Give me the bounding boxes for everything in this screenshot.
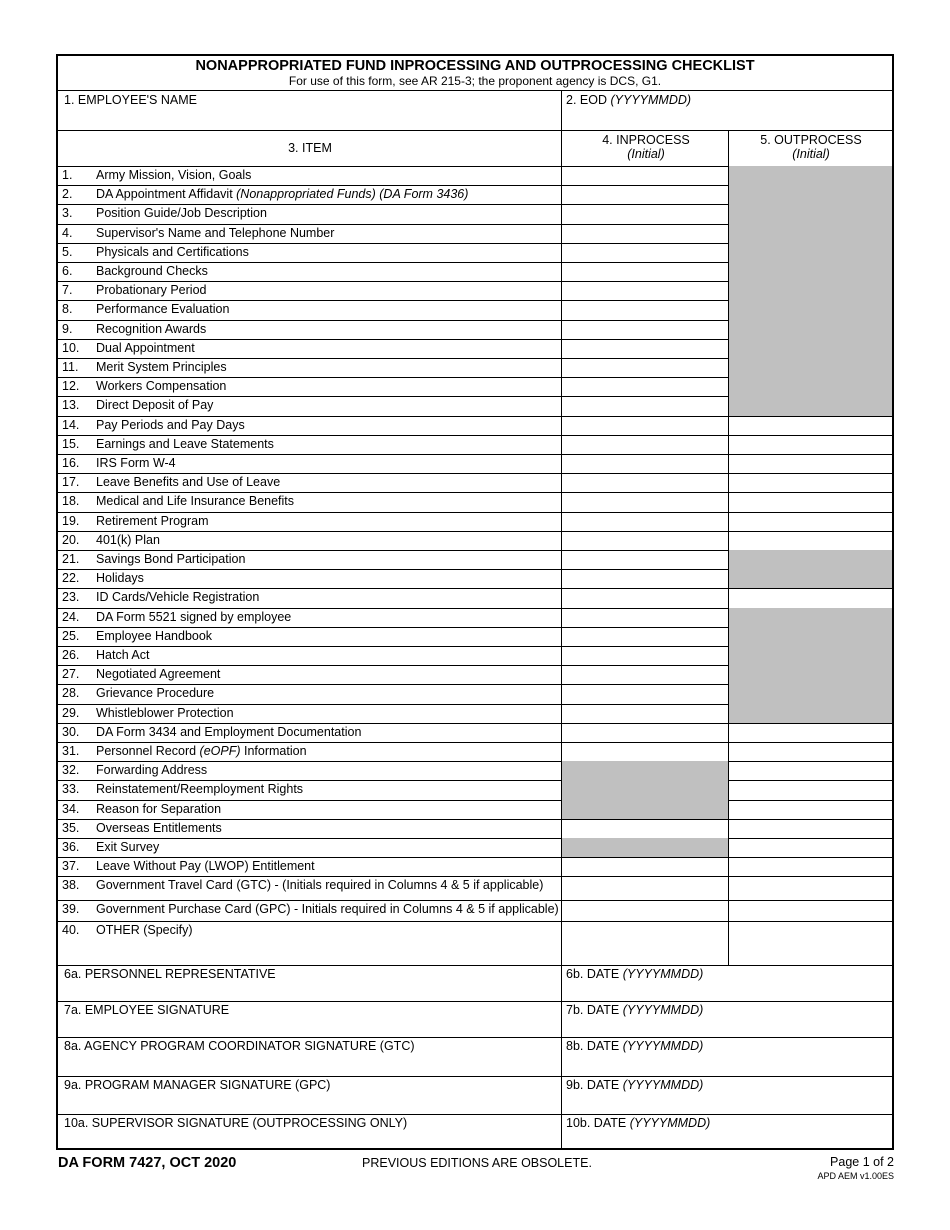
checklist-row [58, 166, 892, 185]
item-number: 13. [62, 398, 80, 413]
item-label: DA Form 3434 and Employment Documentation [96, 724, 362, 739]
inprocess-initial-cell[interactable] [562, 435, 728, 454]
item-label: Reinstatement/Reemployment Rights [96, 782, 304, 797]
checklist-row [58, 185, 892, 204]
item-number: 25. [62, 628, 80, 643]
date-label: 6b. DATE (YYYYMMDD) [566, 967, 704, 981]
inprocess-initial-cell[interactable] [562, 512, 728, 531]
inprocess-initial-cell[interactable] [562, 608, 728, 627]
checklist-row [58, 377, 892, 396]
item-label: Merit System Principles [96, 360, 227, 374]
item-header: 3. ITEM [288, 141, 332, 155]
employee-name-field[interactable] [62, 108, 558, 128]
version-label: APD AEM v1.00ES [817, 1171, 894, 1181]
item-label: Personnel Record (eOPF) Information [96, 744, 307, 758]
checklist-row [58, 742, 892, 761]
checklist-row [58, 569, 892, 588]
page-number: Page 1 of 2 [830, 1155, 894, 1169]
outprocess-initial-cell[interactable] [729, 857, 892, 876]
signature-label: 9a. PROGRAM MANAGER SIGNATURE (GPC) [64, 1078, 331, 1092]
inprocess-initial-cell[interactable] [562, 550, 728, 569]
inprocess-initial-cell[interactable] [562, 876, 728, 900]
outprocess-shaded-cell [729, 300, 892, 319]
checklist-row [58, 646, 892, 665]
outprocess-subheader: (Initial) [792, 147, 830, 161]
item-number: 22. [62, 571, 80, 586]
eod-format: (YYYYMMDD) [610, 93, 692, 107]
item-label: Savings Bond Participation [96, 552, 246, 566]
item-number: 38. [62, 878, 80, 893]
inprocess-initial-cell[interactable] [562, 166, 728, 185]
item-number: 1. [62, 168, 73, 182]
outprocess-shaded-cell [729, 627, 892, 646]
signature-field[interactable] [62, 1054, 558, 1075]
inprocess-initial-cell[interactable] [562, 819, 728, 838]
item-number: 2. [62, 187, 73, 202]
date-field[interactable] [564, 1054, 890, 1075]
outprocess-initial-cell[interactable] [729, 780, 892, 799]
date-field[interactable] [564, 1093, 890, 1113]
outprocess-shaded-cell [729, 204, 892, 223]
outprocess-initial-cell[interactable] [729, 921, 892, 965]
item-label: IRS Form W-4 [96, 456, 176, 470]
checklist-row [58, 876, 892, 900]
inprocess-initial-cell[interactable] [562, 900, 728, 921]
outprocess-shaded-cell [729, 608, 892, 627]
checklist-row [58, 396, 892, 415]
eod-field[interactable] [564, 108, 890, 128]
item-number: 24. [62, 609, 80, 624]
editions-note: PREVIOUS EDITIONS ARE OBSOLETE. [362, 1156, 592, 1170]
item-label: Physicals and Certifications [96, 244, 249, 259]
item-number: 3. [62, 206, 73, 221]
outprocess-initial-cell[interactable] [729, 900, 892, 921]
item-label: Earnings and Leave Statements [96, 436, 274, 451]
outprocess-initial-cell[interactable] [729, 416, 892, 435]
checklist-row [58, 780, 892, 799]
item-number: 8. [62, 302, 73, 317]
outprocess-initial-cell[interactable] [729, 819, 892, 838]
outprocess-shaded-cell [729, 550, 892, 569]
item-label: Government Purchase Card (GPC) - Initials required in Columns 4 & 5 if applicable) [96, 902, 559, 917]
checklist-row [58, 224, 892, 243]
item-number: 17. [62, 475, 80, 490]
item-label: Reason for Separation [96, 801, 222, 816]
inprocess-initial-cell[interactable] [562, 857, 728, 876]
inprocess-shaded-cell [562, 780, 728, 799]
checklist-row [58, 204, 892, 223]
item-number: 20. [62, 532, 80, 547]
inprocess-initial-cell[interactable] [562, 454, 728, 473]
item-number: 35. [62, 820, 80, 835]
item-number: 28. [62, 686, 80, 701]
item-label: Dual Appointment [96, 340, 195, 355]
inprocess-initial-cell[interactable] [562, 377, 728, 396]
item-number: 23. [62, 590, 80, 605]
inprocess-shaded-cell [562, 800, 728, 819]
date-label: 9b. DATE (YYYYMMDD) [566, 1078, 704, 1092]
item-label: Hatch Act [96, 648, 150, 662]
outprocess-header: 5. OUTPROCESS (Initial) [760, 133, 862, 161]
item-number: 36. [62, 840, 80, 854]
item-label: Probationary Period [96, 283, 207, 298]
outprocess-initial-cell[interactable] [729, 800, 892, 819]
form-title: NONAPPROPRIATED FUND INPROCESSING AND OUTPROCESSING CHECKLIST [195, 58, 755, 74]
item-number: 29. [62, 705, 80, 720]
outprocess-shaded-cell [729, 377, 892, 396]
checklist-row [58, 921, 892, 965]
item-number: 16. [62, 456, 80, 470]
outprocess-shaded-cell [729, 243, 892, 262]
outprocess-shaded-cell [729, 185, 892, 204]
inprocess-initial-cell[interactable] [562, 243, 728, 262]
outprocess-initial-cell[interactable] [729, 838, 892, 857]
outprocess-shaded-cell [729, 339, 892, 358]
inprocess-initial-cell[interactable] [562, 281, 728, 300]
outprocess-initial-cell[interactable] [729, 492, 892, 511]
signature-label: 10a. SUPERVISOR SIGNATURE (OUTPROCESSING ONLY) [64, 1116, 408, 1130]
inprocess-initial-cell[interactable] [562, 204, 728, 223]
checklist-row [58, 339, 892, 358]
checklist-row [58, 320, 892, 339]
inprocess-initial-cell[interactable] [562, 665, 728, 684]
item-label: Leave Without Pay (LWOP) Entitlement [96, 859, 315, 874]
signature-label: 6a. PERSONNEL REPRESENTATIVE [64, 967, 276, 981]
outprocess-shaded-cell [729, 684, 892, 703]
outprocess-shaded-cell [729, 262, 892, 281]
checklist-row [58, 838, 892, 857]
inprocess-subheader: (Initial) [627, 147, 665, 161]
item-number: 21. [62, 552, 80, 566]
form-subtitle: For use of this form, see AR 215-3; the proponent agency is DCS, G1. [288, 74, 662, 88]
item-label: Pay Periods and Pay Days [96, 417, 245, 432]
checklist-row [58, 300, 892, 319]
item-number: 19. [62, 513, 80, 528]
form-id: DA FORM 7427, OCT 2020 [58, 1155, 237, 1171]
item-number: 33. [62, 782, 80, 797]
item-label: Army Mission, Vision, Goals [96, 168, 252, 182]
inprocess-initial-cell[interactable] [562, 300, 728, 319]
employee-name-label: 1. EMPLOYEE'S NAME [64, 93, 197, 107]
checklist-row [58, 512, 892, 531]
item-number: 34. [62, 801, 80, 816]
item-label: DA Form 5521 signed by employee [96, 609, 292, 624]
form-frame [56, 54, 894, 1150]
checklist-row [58, 531, 892, 550]
item-label: Direct Deposit of Pay [96, 398, 214, 413]
item-number: 14. [62, 417, 80, 432]
date-field[interactable] [564, 1131, 890, 1149]
item-number: 12. [62, 379, 80, 394]
signature-field[interactable] [62, 1018, 558, 1036]
checklist-row [58, 857, 892, 876]
inprocess-initial-cell[interactable] [562, 492, 728, 511]
item-label: Holidays [96, 571, 144, 586]
checklist-row [58, 665, 892, 684]
inprocess-initial-cell[interactable] [562, 358, 728, 377]
item-number: 32. [62, 763, 80, 778]
date-field[interactable] [564, 1018, 890, 1036]
inprocess-initial-cell[interactable] [562, 569, 728, 588]
signature-field[interactable] [62, 1093, 558, 1113]
outprocess-shaded-cell [729, 704, 892, 723]
checklist-row [58, 454, 892, 473]
item-label: Whistleblower Protection [96, 705, 234, 720]
date-field[interactable] [564, 982, 890, 1000]
inprocess-initial-cell[interactable] [562, 396, 728, 415]
outprocess-initial-cell[interactable] [729, 531, 892, 550]
outprocess-shaded-cell [729, 281, 892, 300]
outprocess-initial-cell[interactable] [729, 742, 892, 761]
inprocess-initial-cell[interactable] [562, 320, 728, 339]
signature-field[interactable] [62, 982, 558, 1000]
checklist-row [58, 704, 892, 723]
checklist-row [58, 800, 892, 819]
item-number: 27. [62, 667, 80, 682]
outprocess-shaded-cell [729, 320, 892, 339]
item-number: 7. [62, 283, 73, 298]
checklist-row [58, 588, 892, 607]
checklist-row [58, 473, 892, 492]
date-label: 7b. DATE (YYYYMMDD) [566, 1003, 704, 1017]
outprocess-shaded-cell [729, 358, 892, 377]
outprocess-shaded-cell [729, 224, 892, 243]
outprocess-initial-cell[interactable] [729, 723, 892, 742]
item-number: 39. [62, 902, 80, 917]
item-label: Background Checks [96, 264, 208, 278]
inprocess-initial-cell[interactable] [562, 224, 728, 243]
outprocess-shaded-cell [729, 646, 892, 665]
item-number: 11. [62, 360, 79, 374]
inprocess-initial-cell[interactable] [562, 723, 728, 742]
item-label: ID Cards/Vehicle Registration [96, 590, 260, 605]
inprocess-shaded-cell [562, 838, 728, 857]
item-label: Leave Benefits and Use of Leave [96, 475, 281, 490]
checklist-row [58, 684, 892, 703]
item-number: 30. [62, 724, 80, 739]
item-label: Negotiated Agreement [96, 667, 221, 682]
item-label: OTHER (Specify) [96, 923, 193, 938]
item-label: Government Travel Card (GTC) - (Initials required in Columns 4 & 5 if applicable) [96, 878, 544, 893]
signature-label: 7a. EMPLOYEE SIGNATURE [64, 1003, 230, 1017]
inprocess-initial-cell[interactable] [562, 704, 728, 723]
inprocess-initial-cell[interactable] [562, 473, 728, 492]
item-label: Retirement Program [96, 513, 209, 528]
item-label: Performance Evaluation [96, 302, 230, 317]
date-label: 10b. DATE (YYYYMMDD) [566, 1116, 711, 1130]
checklist-row [58, 358, 892, 377]
item-label: Position Guide/Job Description [96, 206, 267, 221]
inprocess-initial-cell[interactable] [562, 339, 728, 358]
item-number: 37. [62, 859, 80, 874]
outprocess-shaded-cell [729, 569, 892, 588]
inprocess-shaded-cell [562, 761, 728, 780]
inprocess-initial-cell[interactable] [562, 262, 728, 281]
signature-label: 8a. AGENCY PROGRAM COORDINATOR SIGNATURE (GTC) [64, 1039, 415, 1053]
outprocess-initial-cell[interactable] [729, 512, 892, 531]
item-number: 26. [62, 648, 80, 662]
inprocess-initial-cell[interactable] [562, 684, 728, 703]
inprocess-initial-cell[interactable] [562, 627, 728, 646]
item-number: 6. [62, 264, 73, 278]
inprocess-initial-cell[interactable] [562, 646, 728, 665]
inprocess-initial-cell[interactable] [562, 742, 728, 761]
item-label: Workers Compensation [96, 379, 227, 394]
checklist-row [58, 281, 892, 300]
item-number: 4. [62, 225, 73, 240]
inprocess-header: 4. INPROCESS (Initial) [602, 133, 690, 161]
item-label: Employee Handbook [96, 628, 213, 643]
checklist-row [58, 262, 892, 281]
item-label: Overseas Entitlements [96, 820, 222, 835]
outprocess-initial-cell[interactable] [729, 876, 892, 900]
outprocess-initial-cell[interactable] [729, 473, 892, 492]
item-label: 401(k) Plan [96, 532, 160, 547]
inprocess-initial-cell[interactable] [562, 185, 728, 204]
item-number: 9. [62, 321, 73, 336]
outprocess-shaded-cell [729, 665, 892, 684]
item-number: 10. [62, 340, 80, 355]
item-number: 15. [62, 436, 80, 451]
checklist-row [58, 550, 892, 569]
item-number: 5. [62, 244, 73, 259]
inprocess-initial-cell[interactable] [562, 531, 728, 550]
checklist-row [58, 608, 892, 627]
item-number: 40. [62, 923, 80, 938]
checklist-row [58, 761, 892, 780]
outprocess-initial-cell[interactable] [729, 454, 892, 473]
item-label: DA Appointment Affidavit (Nonappropriated Funds) (DA Form 3436) [96, 187, 469, 202]
inprocess-initial-cell[interactable] [562, 416, 728, 435]
item-number: 31. [62, 744, 80, 758]
outprocess-initial-cell[interactable] [729, 435, 892, 454]
checklist-row [58, 416, 892, 435]
checklist-row [58, 435, 892, 454]
outprocess-shaded-cell [729, 166, 892, 185]
checklist-row [58, 627, 892, 646]
item-number: 18. [62, 494, 80, 509]
item-label: Forwarding Address [96, 763, 208, 778]
item-label: Grievance Procedure [96, 686, 215, 701]
checklist-row [58, 243, 892, 262]
checklist-row [58, 819, 892, 838]
outprocess-initial-cell[interactable] [729, 588, 892, 607]
outprocess-initial-cell[interactable] [729, 761, 892, 780]
date-label: 8b. DATE (YYYYMMDD) [566, 1039, 704, 1053]
item-label: Supervisor's Name and Telephone Number [96, 225, 335, 240]
eod-label: 2. EOD (YYYYMMDD) [566, 93, 692, 107]
outprocess-shaded-cell [729, 396, 892, 415]
signature-field[interactable] [62, 1131, 558, 1149]
item-label: Recognition Awards [96, 321, 207, 336]
inprocess-initial-cell[interactable] [562, 588, 728, 607]
checklist-row [58, 723, 892, 742]
item-label: Exit Survey [96, 840, 160, 854]
checklist-row [58, 900, 892, 921]
item-label: Medical and Life Insurance Benefits [96, 494, 295, 509]
checklist-row [58, 492, 892, 511]
inprocess-initial-cell[interactable] [562, 921, 728, 965]
